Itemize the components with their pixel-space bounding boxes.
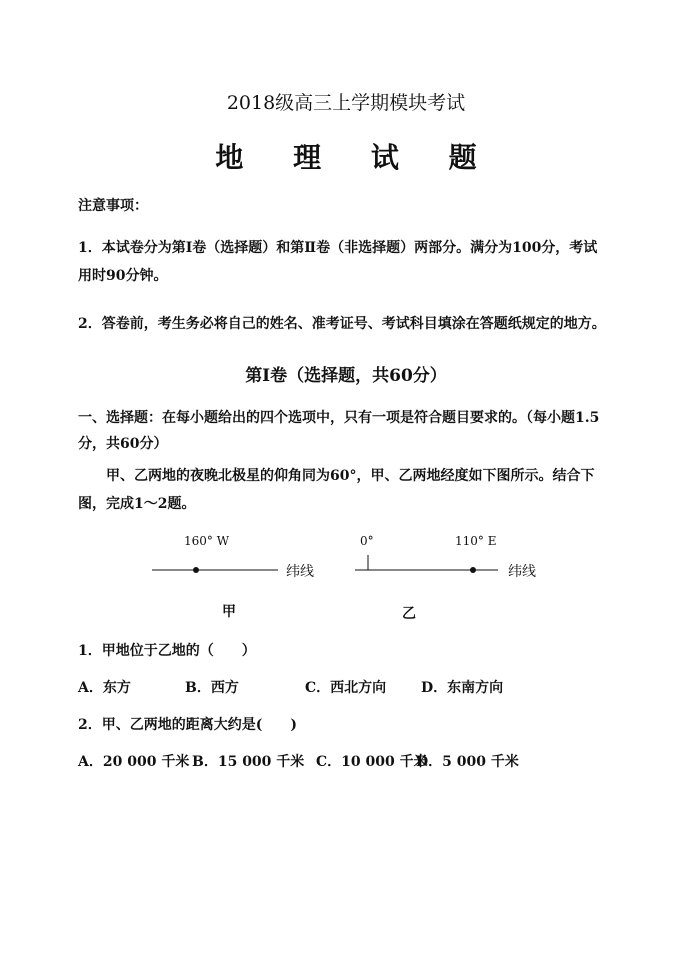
latitude-label-left: 纬线	[286, 564, 314, 580]
exam-subtitle: 2018级高三上学期模块考试	[226, 92, 466, 114]
point-jia	[193, 567, 199, 573]
figure-caption-jia: 甲	[222, 604, 236, 620]
question-2-text: 2．甲、乙两地的距离大约是( )	[78, 717, 297, 733]
question-1-option-c: C．西北方向	[305, 680, 387, 696]
exam-title: 地 理 试 题	[215, 141, 497, 174]
section-heading: 第Ⅰ卷（选择题，共60分）	[245, 366, 447, 386]
note-item-1-line-2: 用时90分钟。	[78, 268, 168, 284]
longitude-label-0: 0°	[360, 534, 374, 548]
point-yi	[470, 567, 476, 573]
longitude-figure	[0, 525, 692, 595]
question-1-option-a: A．东方	[78, 680, 131, 696]
question-1-text: 1．甲地位于乙地的（ ）	[78, 643, 256, 659]
question-2-option-a: A．20 000 千米	[78, 754, 190, 770]
question-stem: 甲、乙两地的夜晚北极星的仰角同为60°，甲、乙两地经度如下图所示。结合下图，完成1～2题。	[78, 468, 595, 512]
latitude-label-right: 纬线	[508, 564, 536, 580]
longitude-label-160w: 160° W	[184, 534, 230, 548]
note-item-2: 2．答卷前，考生务必将自己的姓名、准考证号、考试科目填涂在答题纸规定的地方。	[78, 316, 606, 332]
longitude-label-110e: 110° E	[455, 534, 497, 548]
figure-right	[355, 534, 536, 580]
question-2-option-c: C．10 000 千米	[316, 754, 428, 770]
note-item-1-line-1: 1．本试卷分为第Ⅰ卷（选择题）和第Ⅱ卷（非选择题）两部分。满分为100分，考试	[78, 240, 598, 256]
question-1-option-b: B．西方	[185, 680, 239, 696]
section-instruction: 一、选择题：在每小题给出的四个选项中，只有一项是符合题目要求的。（每小题1.5分，共60分）	[78, 410, 600, 452]
question-2-option-d: D．5 000 千米	[416, 754, 519, 770]
question-1-option-d: D．东南方向	[421, 680, 504, 696]
figure-left	[152, 534, 314, 580]
notes-label: 注意事项：	[78, 198, 148, 214]
figure-caption-yi: 乙	[402, 606, 416, 622]
question-2-option-b: B．15 000 千米	[192, 754, 305, 770]
